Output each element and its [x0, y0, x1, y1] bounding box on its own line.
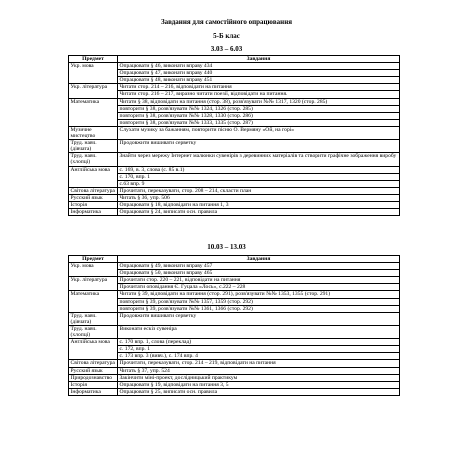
subject-cell: Труд. навч. (дівчата): [69, 140, 118, 153]
table-row: [69, 63, 400, 70]
task-cell: Продовжити вишивати серветку: [118, 312, 400, 325]
task-cell: Опрацювати § 47, виконати вправу 440: [118, 70, 400, 77]
task-cell: с. 173 впр. 3 (вивч.), с. 174 впр. 4: [118, 353, 400, 360]
task-cell: повторити § 38, розв'язувати №№ 1333, 1335 (стор. 287): [118, 119, 400, 126]
class-label: 5-Б клас: [213, 32, 240, 40]
table-row: [69, 284, 400, 291]
week-2-dates: 10.03 – 13.03: [207, 243, 246, 251]
table-row: [69, 187, 400, 194]
table-row: [69, 201, 400, 208]
week-1-dates: 3.03 – 6.03: [210, 45, 243, 53]
task-cell: Прочитати, переказувати, стор. 208 – 214, скласти план: [118, 187, 400, 194]
table-row: [69, 84, 400, 91]
task-cell: Опрацювати § 25, виписати осн. правила: [118, 388, 400, 395]
task-cell: с. 172, впр. 1: [118, 346, 400, 353]
table-row: [69, 312, 400, 325]
task-cell: Опрацювати § 48, виконати вправу 451: [118, 77, 400, 84]
table-row: [69, 180, 400, 187]
subject-cell: Укр. мова: [69, 63, 118, 84]
table-header-row: [69, 56, 400, 63]
task-cell: Опрацювати § 49, виконати вправу 457: [118, 263, 400, 270]
table-row: [69, 173, 400, 180]
table-row: [69, 270, 400, 277]
table-row: [69, 298, 400, 305]
subject-cell: Історія: [69, 381, 118, 388]
task-cell: Читати стор. 214 – 216, відповідати на питання: [118, 84, 400, 91]
table-row: [69, 70, 400, 77]
table-row: [69, 291, 400, 298]
subject-cell: Інформатика: [69, 388, 118, 395]
task-cell: Прочитати оповідання Є. Гуцала «Лось», с.222 – 228: [118, 284, 400, 291]
task-cell: Читати § 39, відповідати на питання (стор. 291), розв'язувати №№ 1353, 1355 (стор. 291): [118, 291, 400, 298]
table-row: [69, 263, 400, 270]
column-header-subject: Предмет: [69, 56, 118, 63]
table-row: [69, 140, 400, 153]
table-row: [69, 277, 400, 284]
task-cell: Читать § 37, упр. 524: [118, 367, 400, 374]
table-row: [69, 77, 400, 84]
task-cell: Опрацювати § 24, виписати осн. правила: [118, 209, 400, 216]
table-row: [69, 305, 400, 312]
task-cell: повторити § 38, розв'язувати №№ 1324, 1326 (стор. 285): [118, 105, 400, 112]
subject-cell: Укр. література: [69, 277, 118, 291]
subject-cell: Світова література: [69, 187, 118, 194]
table-row: [69, 374, 400, 381]
column-header-subject: Предмет: [69, 256, 118, 263]
table-row: [69, 105, 400, 112]
task-cell: повторити § 39, розв'язувати №№ 1357, 1359 (стор. 292): [118, 298, 400, 305]
table-row: [69, 325, 400, 338]
task-cell: Слухати музику за бажанням, повторити пісню О. Вермяну «Ой, на горі»: [118, 126, 400, 139]
column-header-tasks: Завдання: [118, 256, 400, 263]
subject-cell: Математика: [69, 291, 118, 312]
table-row: [69, 360, 400, 367]
table-row: [69, 91, 400, 98]
subject-cell: Укр. література: [69, 84, 118, 98]
week-2-table: [68, 255, 400, 396]
table-header-row: [69, 256, 400, 263]
column-header-tasks: Завдання: [118, 56, 400, 63]
table-row: [69, 112, 400, 119]
subject-cell: Труд. навч. (дівчата): [69, 312, 118, 325]
table-row: [69, 339, 400, 346]
subject-cell: Русский язык: [69, 194, 118, 201]
table-row: [69, 346, 400, 353]
task-cell: Опрацювати § 46, виконати вправу 434: [118, 63, 400, 70]
subject-cell: Природознавство: [69, 374, 118, 381]
task-cell: Прочитати, переказувати, стор. 214 – 219, відповідати на питання: [118, 360, 400, 367]
task-cell: с. 170, впр. 1: [118, 173, 400, 180]
table-row: [69, 381, 400, 388]
subject-cell: Музичне мистецтво: [69, 126, 118, 139]
table-row: [69, 119, 400, 126]
subject-cell: Світова література: [69, 360, 118, 367]
task-cell: Прочитати стор. 220 – 221, відповідати на питання: [118, 277, 400, 284]
subject-cell: Інформатика: [69, 209, 118, 216]
table-row: [69, 126, 400, 139]
subject-cell: Математика: [69, 98, 118, 126]
document-title: Завдання для самостійного опрацювання: [160, 18, 293, 26]
task-cell: с. 169, в. 3, слова (с. 85 в.1): [118, 166, 400, 173]
task-cell: Опрацювати § 18, відповідати на питання 1, 3: [118, 201, 400, 208]
task-cell: Продовжити вишивати серветку: [118, 140, 400, 153]
task-cell: Читати § 38, відповідати на питання (стор. 38), розв'язувати №№ 1317, 1320 (стор. 285): [118, 98, 400, 105]
task-cell: Опрацювати § 50, виконати вправу 465: [118, 270, 400, 277]
table-row: [69, 98, 400, 105]
task-cell: Знайти через мережу Інтернет малюнки сувенірів з деревинних матеріалів та створити графічне зображення виробу: [118, 153, 400, 166]
table-row: [69, 367, 400, 374]
table-row: [69, 194, 400, 201]
table-row: [69, 209, 400, 216]
subject-cell: Англійська мова: [69, 166, 118, 187]
week-1-table: [68, 55, 400, 216]
task-cell: Опрацювати § 19, відповідати на питання 3, 5: [118, 381, 400, 388]
subject-cell: Історія: [69, 201, 118, 208]
task-cell: повторити § 39, розв'язувати №№ 1361, 1366 (стор. 292): [118, 305, 400, 312]
task-cell: Читать § 36, упр. 506: [118, 194, 400, 201]
table-row: [69, 353, 400, 360]
task-cell: с.63 впр. 9: [118, 180, 400, 187]
task-cell: повторити § 38, розв'язувати №№ 1328, 1330 (стор. 286): [118, 112, 400, 119]
table-row: [69, 153, 400, 166]
task-cell: с. 170 впр. 1, слова (переклад): [118, 339, 400, 346]
task-cell: Закінчити міні-проект, дослідницький практикум: [118, 374, 400, 381]
subject-cell: Труд. навч. (хлопці): [69, 325, 118, 338]
table-row: [69, 388, 400, 395]
table-row: [69, 166, 400, 173]
task-cell: Виконати ескіз сувеніра: [118, 325, 400, 338]
task-cell: Читати стор. 216 – 217, виразно читати поезії, відповідати на питання.: [118, 91, 400, 98]
subject-cell: Труд. навч. (хлопці): [69, 153, 118, 166]
subject-cell: Англійська мова: [69, 339, 118, 360]
subject-cell: Укр. мова: [69, 263, 118, 277]
subject-cell: Русский язык: [69, 367, 118, 374]
